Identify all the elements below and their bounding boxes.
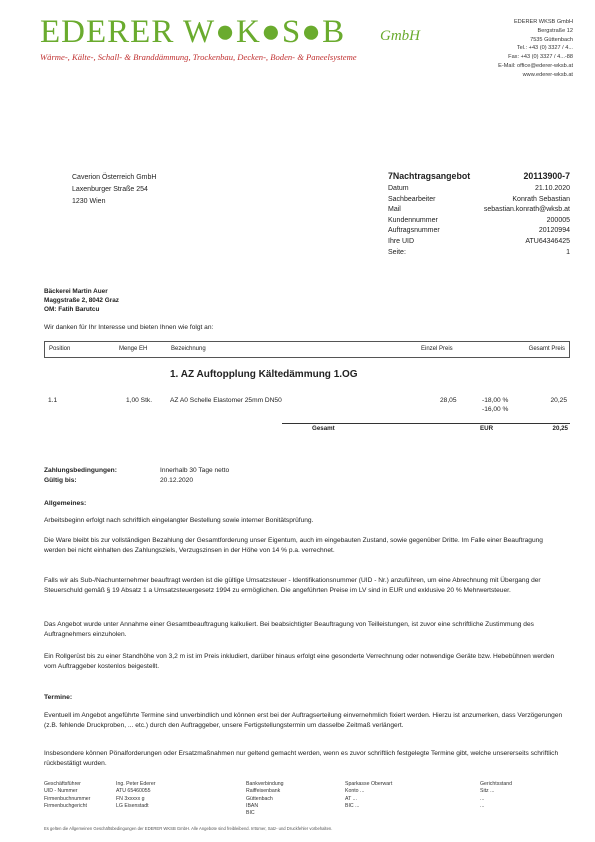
- field-value: 20120994: [538, 227, 570, 235]
- logo-text: EDERER W●K●S●B: [40, 14, 346, 50]
- footer-text: AT ...: [345, 795, 357, 802]
- recipient-line: 1230 Wien: [72, 198, 106, 205]
- header-unit-price: Einzel Preis: [421, 346, 453, 352]
- row-discount-2: -16,00 %: [482, 406, 509, 413]
- company-line: www.ederer-wksb.at: [522, 71, 573, 78]
- deadlines-heading: Termine:: [44, 694, 73, 701]
- footer-text: LG Eisenstadt: [116, 802, 149, 809]
- footer-col-5: [480, 781, 512, 810]
- row-unit-price: 28,05: [440, 397, 457, 404]
- header-description: Bezeichnung: [171, 346, 206, 352]
- company-line: E-Mail: office@ederer-wksb.at: [498, 62, 573, 69]
- company-logo: [40, 14, 345, 51]
- field-label: Ihre UID: [388, 237, 415, 245]
- footer-text: Sitz ...: [480, 788, 495, 795]
- valid-label: Gültig bis:: [44, 476, 77, 484]
- footer-text: Raiffeisenbank: [246, 788, 281, 795]
- recipient-line: Laxenburger Straße 254: [72, 186, 148, 193]
- field-value: 200005: [546, 216, 570, 224]
- row-total: 20,25: [550, 397, 567, 404]
- table-header: [44, 341, 570, 358]
- row-quantity: 1,00 Stk.: [126, 397, 153, 404]
- total-label: Gesamt: [312, 425, 335, 432]
- field-label: Seite:: [388, 248, 406, 256]
- document-number: 20113900-7: [523, 171, 570, 181]
- payment-terms: [44, 466, 229, 485]
- field-value: 1: [566, 248, 570, 256]
- company-line: Bergstraße 12: [537, 27, 573, 34]
- logo-subtitle: Wärme-, Kälte-, Schall- & Branddämmung, Trockenbau, Decken-, Boden- & Paneelsysteme: [40, 52, 357, 62]
- total-value: 20,25: [552, 425, 568, 432]
- footer-text: BIC: [246, 810, 255, 817]
- footer-text: Konto ...: [345, 788, 365, 795]
- general-paragraph: Falls wir als Sub-/Nachunternehmer beauftragt werden ist die gültige Umsatzsteuer - Identifikationsnummer (UID - Nr.) anzuführen, um eine Abrechnung mit Übergang der Steuerschuld gemäß § 19 Absatz 1 a Umsatzsteuergesetz 1994 zu ermöglichen. Die angeführten Preise im LV sind in EUR und exklusive 20 % Mehrwertsteuer.: [44, 577, 541, 595]
- intro-text: Wir danken für Ihr Interesse und bieten Ihnen wie folgt an:: [44, 324, 214, 331]
- footer-text: UID - Nummer: [44, 788, 78, 795]
- general-paragraph: Die Ware bleibt bis zur vollständigen Bezahlung der Gesamtforderung unser Eigentum, auch im eingebauten Zustand, sowie gegenüber Dritte. Im Falle einer Beauftragung werden bei nicht einhalten des Zahlungsziels, Verzugszinsen in der Höhe von 14 % p.a. verrechnet.: [44, 537, 543, 555]
- footer-text: Bankverbindung: [246, 781, 284, 787]
- field-label: Auftragsnummer: [388, 227, 440, 235]
- document-header: [388, 171, 570, 258]
- recipient-line: Caverion Österreich GmbH: [72, 174, 157, 181]
- customer-line: Bäckerei Martin Auer: [44, 288, 108, 295]
- total-currency: EUR: [480, 425, 494, 432]
- logo-gmbh: GmbH: [380, 28, 420, 44]
- valid-value: 20.12.2020: [160, 476, 194, 484]
- footer-text: Ing. Peter Ederer: [116, 781, 156, 787]
- footer-text: Geschäftsführer: [44, 781, 81, 787]
- footer-text: FN 3xxxxx g: [116, 795, 145, 802]
- field-value: ATU64346425: [525, 237, 570, 245]
- footer-col-1: [44, 781, 90, 810]
- field-label: Mail: [388, 206, 401, 214]
- terms-label: Zahlungsbedingungen:: [44, 467, 117, 474]
- customer-block: [44, 287, 119, 315]
- footer-text: BIC ...: [345, 802, 360, 809]
- company-address: [498, 18, 573, 80]
- row-position: 1.1: [48, 397, 58, 404]
- customer-line: Maggstraße 2, 8042 Graz: [44, 297, 119, 305]
- field-value: sebastian.konrath@wksb.at: [483, 206, 570, 214]
- field-value: 21.10.2020: [534, 185, 570, 192]
- row-discount-1: -18,00 %: [482, 397, 509, 404]
- general-paragraph: Ein Rollgerüst bis zu einer Standhöhe von 3,2 m ist im Preis inkludiert, darüber hinaus erfolgt eine gesonderte Verrechnung oder notwendige Geräte bzw. Hebebühnen werden vom Auftraggeber kostenlos beigestellt.: [44, 653, 555, 671]
- deadlines-paragraph: Eventuell im Angebot angeführte Termine sind unverbindlich und können erst bei der Auftragserteilung einvernehmlich fixiert werden. Hierzu ist anzumerken, dass Verzögerungen (z.B. fehlende Druckproben, ... etc.) durch den Auftraggeber, unsere Fertigstellungstermin um dasselbe Zeitmaß verlängert.: [44, 712, 563, 730]
- footer-legal-line: Es gelten die Allgemeinen Geschäftsbedingungen der EDERER WKSB GmbH. Alle Angebote sind freibleibend. Irrtümer, Satz- und Druckfehler vorbehalten.: [44, 826, 333, 831]
- row-description: AZ A0 Schelle Elastomer 25mm DN50: [170, 397, 282, 404]
- footer-text: ...: [480, 802, 485, 809]
- company-line: EDERER WKSB GmbH: [513, 19, 573, 25]
- general-heading: Allgemeines:: [44, 500, 87, 507]
- footer-text: Sparkasse Oberwart: [345, 781, 393, 787]
- deadlines-paragraph: Insbesondere können Pönalforderungen oder Ersatzmaßnahmen nur geltend gemacht werden, wenn es zuvor schriftlich festgelegte Termine gibt, welche unsererseits schriftlich rückbestätigt wurden.: [44, 750, 559, 768]
- header-total-price: Gesamt Preis: [528, 346, 565, 352]
- field-label: Sachbearbeiter: [388, 195, 436, 203]
- general-paragraph: Das Angebot wurde unter Annahme einer Gesamtbeauftragung kalkuliert. Bei beabsichtigter Beauftragung von Teilleistungen, ist zuvor eine schriftliche Zustimmung des Auftragnehmers einzuholen.: [44, 621, 534, 639]
- terms-value: Innerhalb 30 Tage netto: [160, 467, 230, 474]
- footer-text: Firmenbuchgericht: [44, 802, 87, 809]
- field-label: Kundennummer: [388, 216, 438, 224]
- footer-col-2: [116, 781, 156, 810]
- customer-line: OM: Fatih Barutcu: [44, 306, 100, 314]
- footer-text: IBAN: [246, 802, 259, 809]
- footer-text: Gerichtsstand: [480, 781, 513, 787]
- footer-text: ...: [480, 795, 485, 802]
- recipient-address: [72, 172, 156, 208]
- company-line: Tel.: +43 (0) 3327 / 4...: [516, 45, 573, 52]
- company-line: Fax: +43 (0) 3327 / 4...-88: [508, 54, 573, 61]
- document-type: 7Nachtragsangebot: [388, 171, 471, 181]
- header-quantity: Menge EH: [119, 346, 148, 352]
- section-title: 1. AZ Auftopplung Kältedämmung 1.OG: [170, 369, 358, 380]
- footer-text: Güttenbach: [246, 795, 273, 802]
- field-value: Konrath Sebastian: [512, 195, 570, 203]
- footer-col-4: [345, 781, 392, 810]
- footer-text: Firmenbuchnummer: [44, 795, 91, 802]
- total-row: [282, 423, 570, 435]
- general-paragraph: Arbeitsbeginn erfolgt nach schriftlich eingelangter Bestellung sowie interner Bonitätsprüfung.: [44, 517, 314, 524]
- footer-col-3: [246, 781, 284, 817]
- field-label: Datum: [388, 185, 409, 192]
- header-position: Position: [49, 346, 71, 352]
- footer-text: ATU 65460055: [116, 788, 151, 795]
- company-line: 7535 Güttenbach: [530, 36, 573, 43]
